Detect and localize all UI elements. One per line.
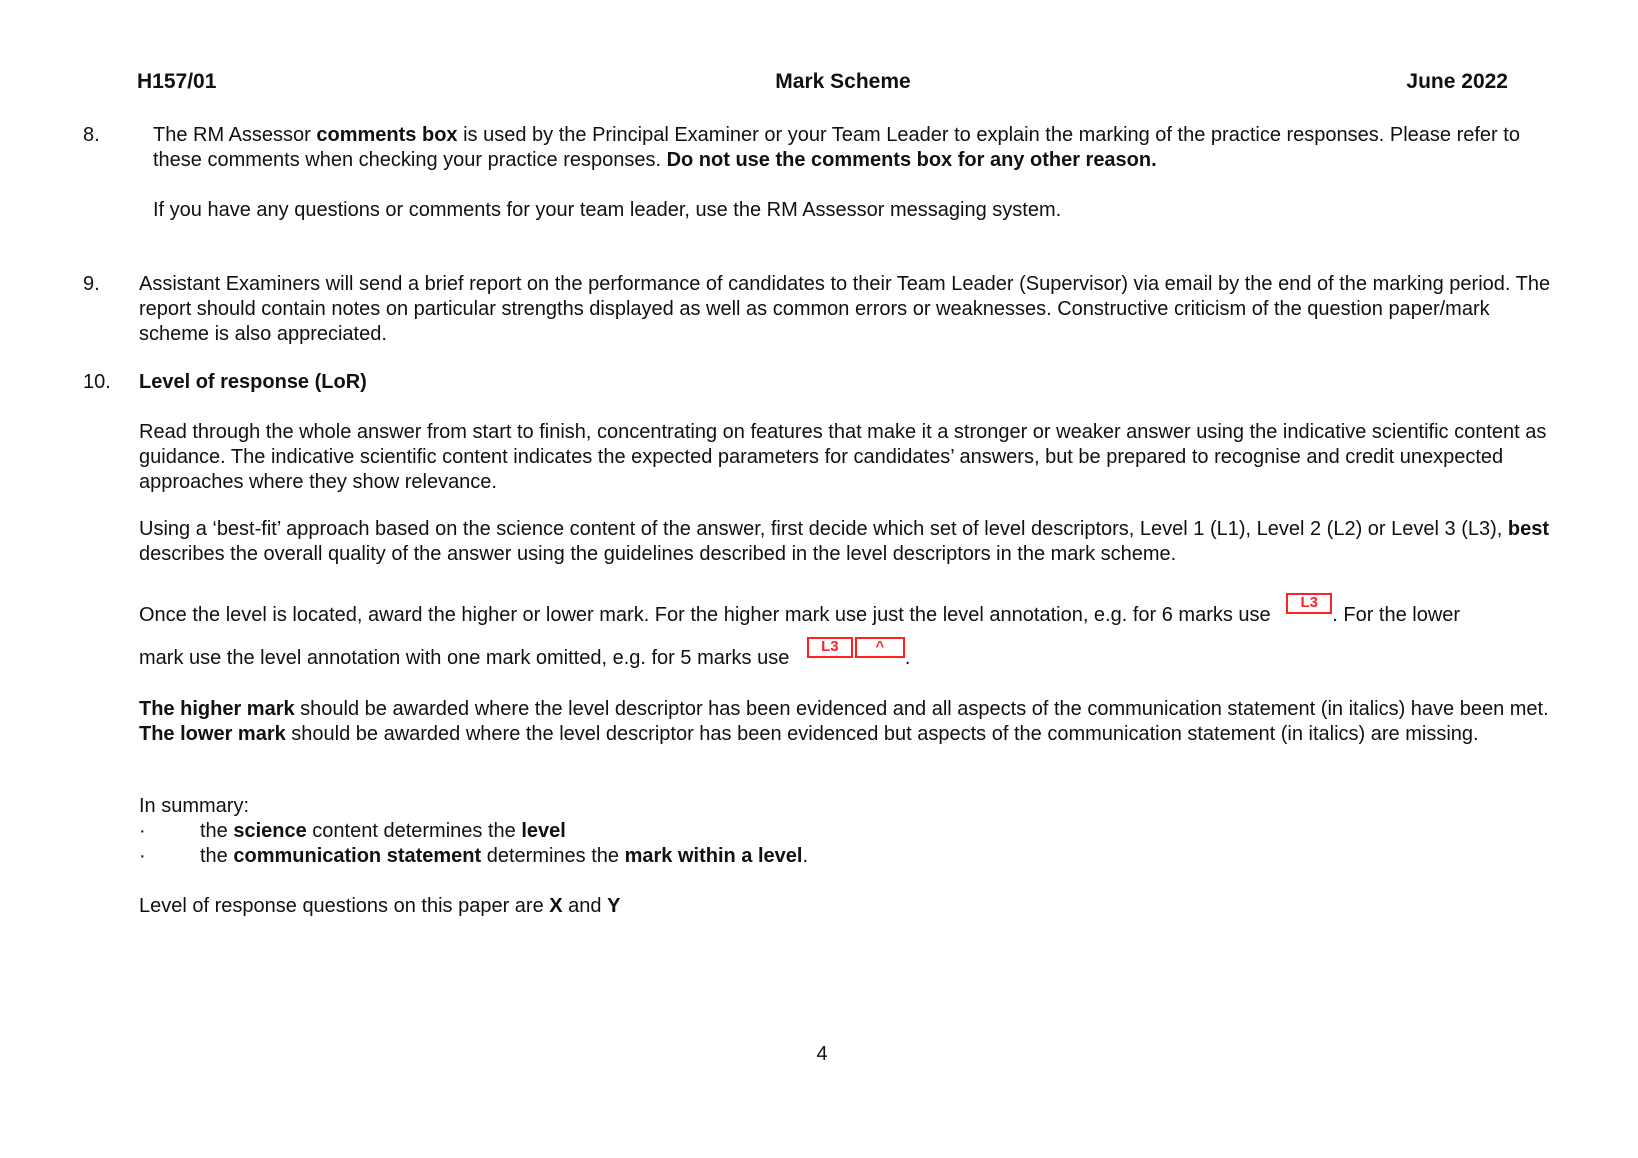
item-number: 8.	[83, 124, 100, 146]
summary-bullet: the communication statement determines the mark within a level.	[200, 845, 809, 867]
paper-code: H157/01	[137, 70, 217, 93]
item-number: 9.	[83, 273, 100, 295]
caret-annotation-icon: ^	[855, 637, 905, 658]
level-annotation-l3: L3	[807, 637, 853, 658]
level-annotation-l3: L3	[1286, 593, 1332, 614]
paragraph-10a: Read through the whole answer from start to finish, concentrating on features that make it a stronger or weaker answer using the indicative scientific content as guidance. The indicative scientific content indicates the expected parameters for candidates’ answers, but be prepared to recognise and credit unexpected approaches where they show relevance.	[139, 421, 1547, 493]
document-title: Mark Scheme	[775, 70, 911, 93]
paragraph-9: Assistant Examiners will send a brief report on the performance of candidates to their Team Leader (Supervisor) via email by the end of the marking period. The report should contain notes on particular strengths displayed as well as common errors or weaknesses. Constructive criticism of the question paper/mark scheme is also appreciated.	[139, 273, 1551, 345]
paragraph-8: The RM Assessor comments box is used by the Principal Examiner or your Team Leader to explain the marking of the practice responses. Please refer to these comments when checking your practice responses. Do not use the comments box for any other reason.	[153, 124, 1520, 171]
paragraph-10e: The higher mark should be awarded where the level descriptor has been evidenced and all aspects of the communication statement (in italics) have been met. The lower mark should be awarded where the level descriptor has been evidenced but aspects of the communication statement (in italics) are missing.	[139, 698, 1549, 745]
paragraph-10b: Using a ‘best-fit’ approach based on the science content of the answer, first decide which set of level descriptors, Level 1 (L1), Level 2 (L2) or Level 3 (L3), best describes the overall quality of the answer using the guidelines described in the level descriptors in the mark scheme.	[139, 518, 1550, 565]
section-heading: Level of response (LoR)	[139, 371, 367, 393]
paragraph-8-note: If you have any questions or comments for your team leader, use the RM Assessor messaging system.	[153, 199, 1062, 221]
paragraph-10f: Level of response questions on this paper are X and Y	[139, 895, 621, 917]
summary-bullet: the science content determines the level	[200, 820, 566, 842]
item-number: 10.	[83, 371, 111, 393]
page-number: 4	[816, 1043, 828, 1065]
summary-label: In summary:	[139, 795, 250, 817]
paragraph-10c: Once the level is located, award the higher or lower mark. For the higher mark use just the level annotation, e.g. for 6 marks use L3. For the lower	[139, 594, 1461, 626]
exam-date: June 2022	[1406, 70, 1508, 93]
bullet-icon: ·	[139, 845, 146, 867]
bullet-icon: ·	[139, 820, 146, 842]
paragraph-10d: mark use the level annotation with one mark omitted, e.g. for 5 marks use L3 ^.	[139, 638, 911, 669]
